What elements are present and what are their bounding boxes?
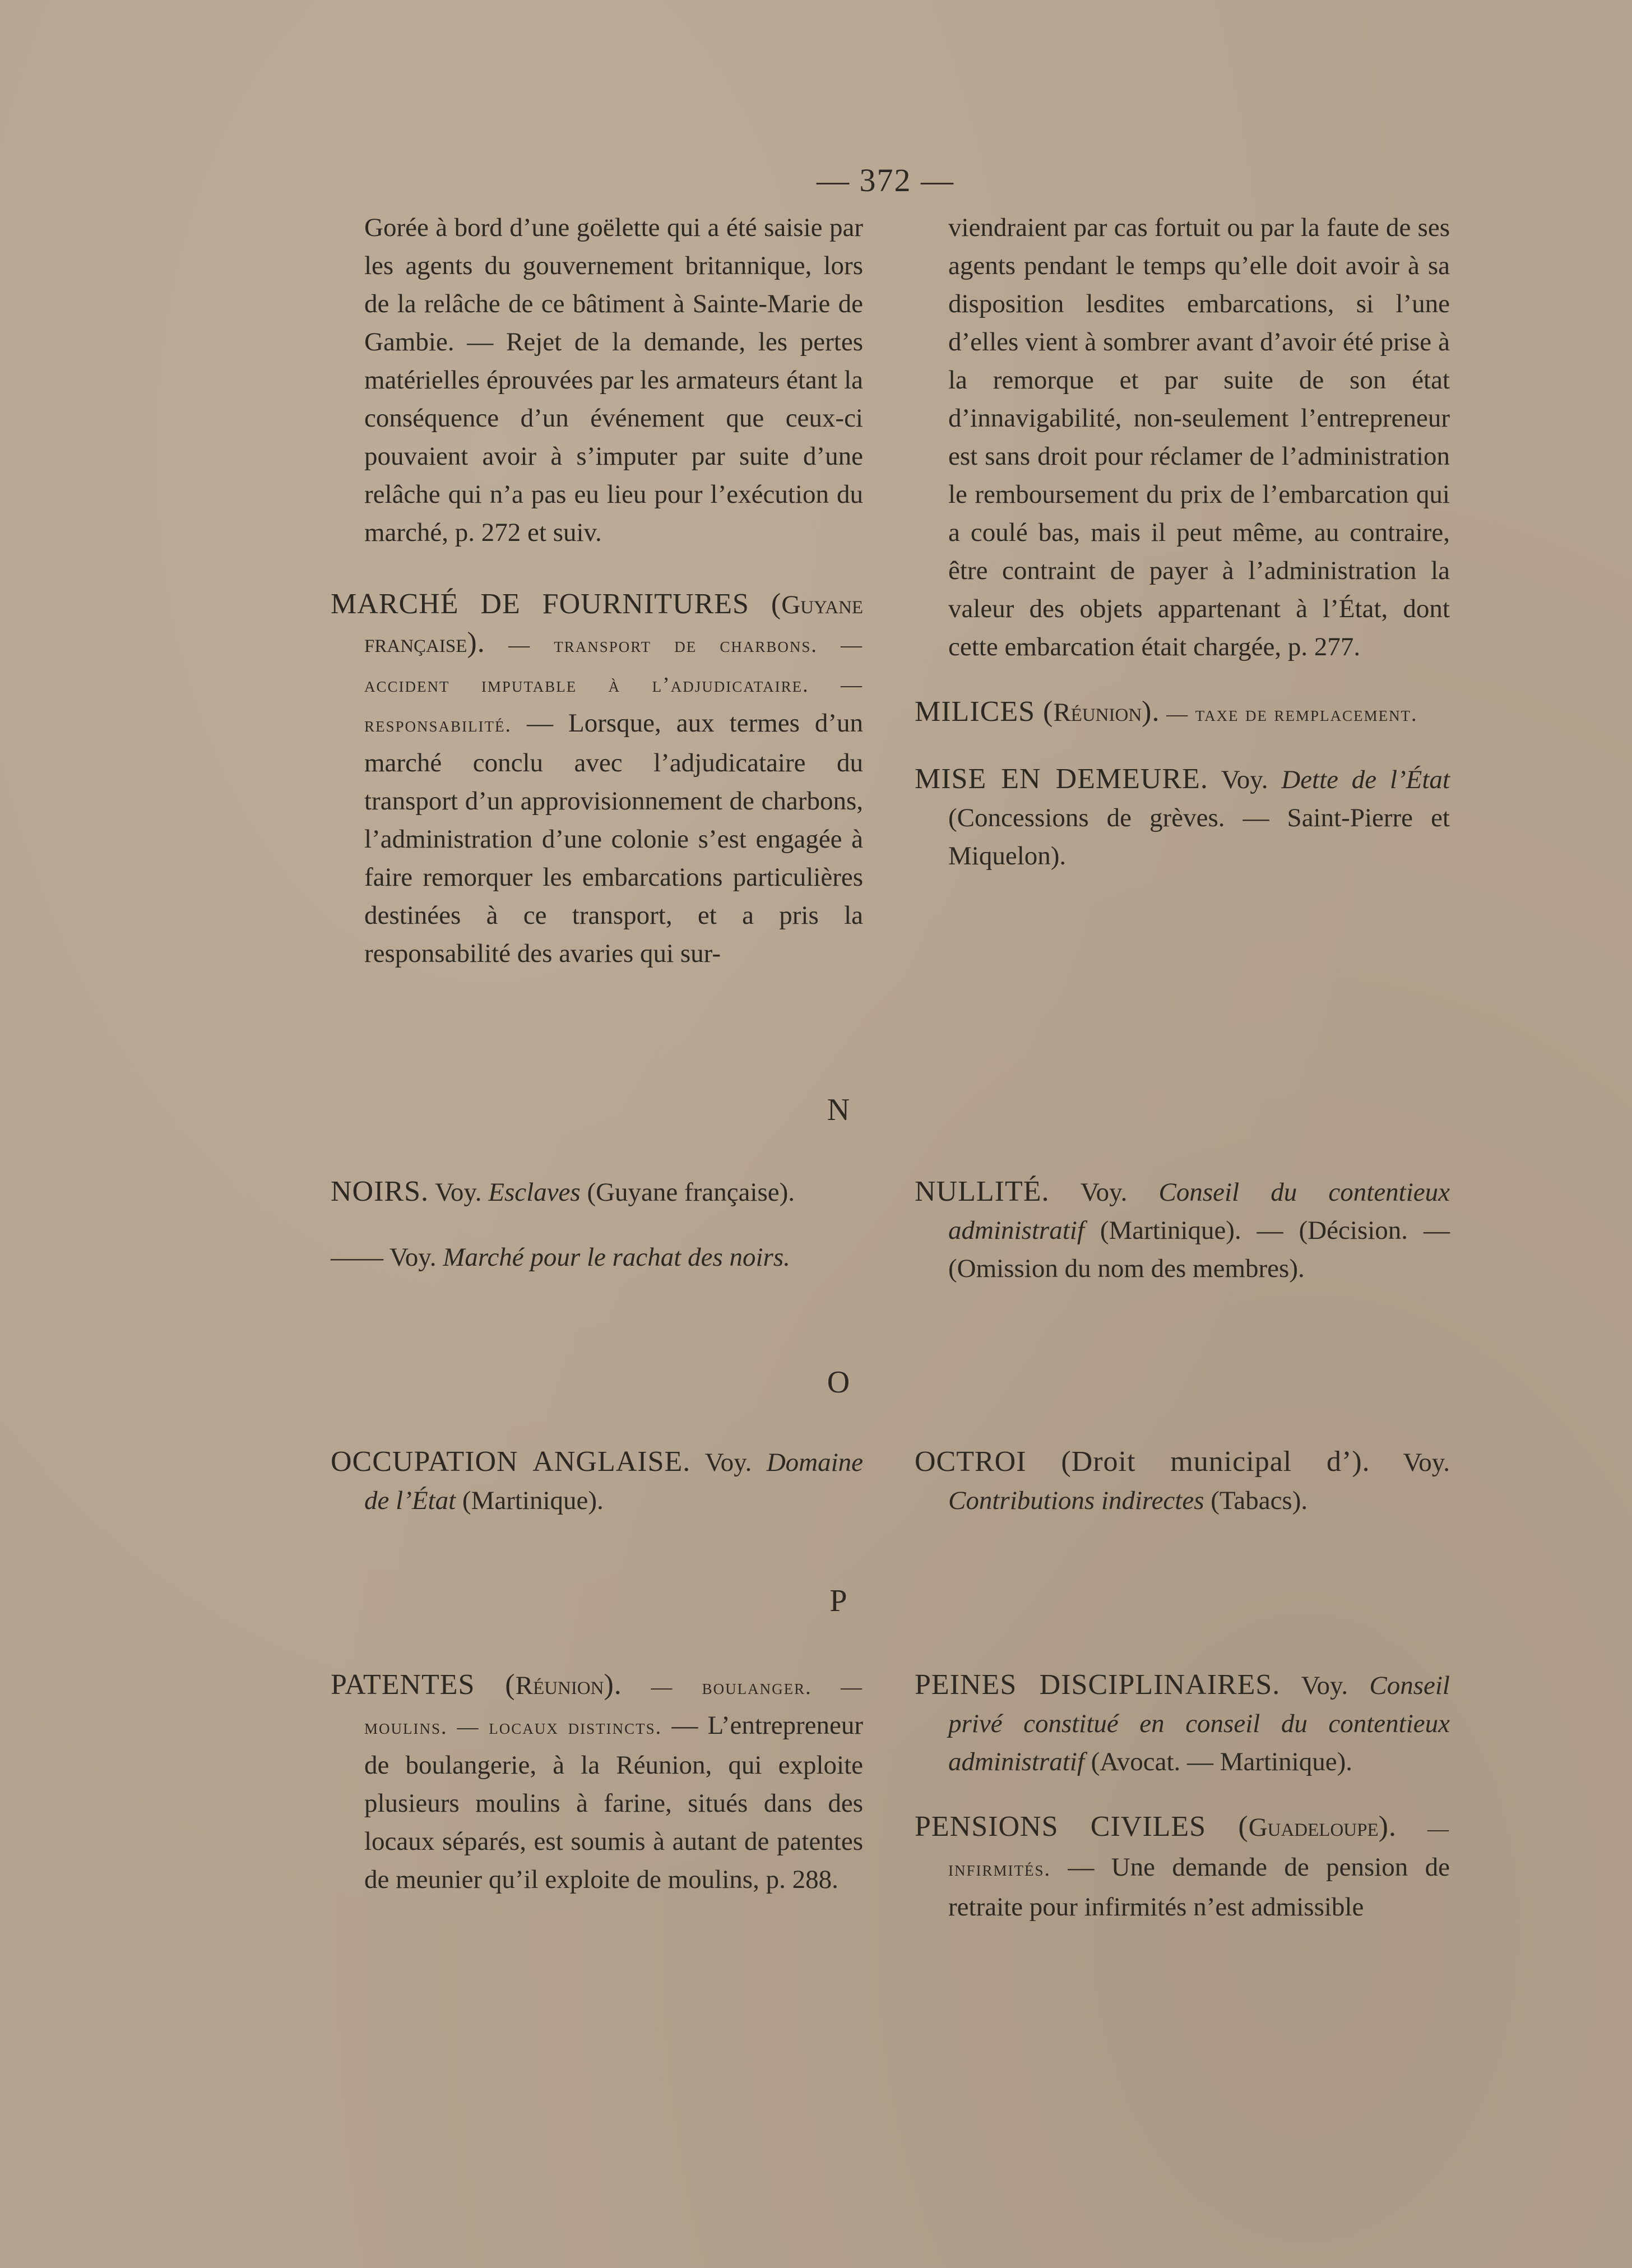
entry-text: (Martinique). — [462, 1486, 604, 1515]
entry-octroi — [915, 1443, 1450, 1520]
entry-headword-close: ). — [467, 627, 485, 659]
entry-place: Guyane française — [364, 590, 863, 658]
right-column-p — [915, 1666, 1450, 1926]
entry-place: Réunion — [515, 1671, 604, 1700]
section-letter-p: P — [829, 1584, 847, 1618]
entry-voy: Voy. — [1221, 765, 1268, 794]
entry-headword: NOIRS. — [331, 1175, 429, 1207]
entry-noirs-2 — [331, 1238, 863, 1276]
entry-place: Réunion — [1053, 698, 1142, 727]
entry-reference: Domaine de l’État — [364, 1448, 863, 1515]
left-column-o — [331, 1443, 863, 1520]
entry-reference: Marché pour le rachat des noirs. — [443, 1243, 790, 1272]
left-column-p — [331, 1666, 863, 1899]
entry-subheads: — transport de charbons. — accident imputable à l’adjudicataire. — responsabilité. — [364, 633, 864, 737]
entry-voy: Voy. — [1301, 1671, 1348, 1700]
entry-headword: NULLITÉ. — [915, 1175, 1050, 1207]
entry-text: — L’entrepreneur de boulangerie, à la Réunion, qui exploite plusieurs moulins à farine, situés dans des locaux séparés, est soumis à autant de patentes de meunier qu’il exploite de moulins, p. 288. — [364, 1711, 863, 1894]
right-column-n — [915, 1173, 1450, 1288]
entry-text: (Concessions de grèves. — Saint-Pierre et Miquelon). — [948, 803, 1450, 871]
page-number: — 372 — — [817, 162, 954, 198]
entry-headword: MILICES ( — [915, 696, 1054, 728]
left-column-top — [331, 209, 863, 973]
entry-dash: —— — [331, 1243, 383, 1272]
entry-patentes — [331, 1666, 863, 1899]
entry-text: (Tabacs). — [1211, 1486, 1308, 1515]
entry-headword: PATENTES ( — [331, 1669, 516, 1701]
entry-text: (Martinique). — (Décision. — (Omission du nom des membres). — [948, 1216, 1450, 1283]
entry-occupation-anglaise — [331, 1443, 863, 1520]
entry-headword: PENSIONS CIVILES ( — [915, 1811, 1249, 1843]
entry-reference: Conseil privé constitué en conseil du contentieux administratif — [948, 1671, 1450, 1776]
entry-headword: MARCHÉ DE FOURNITURES ( — [331, 588, 782, 620]
entry-continuation-marche: viendraient par cas fortuit ou par la faute de ses agents pendant le temps qu’elle doit avoir à sa disposition lesdites embarcations, si l’une d’elles vient à sombrer avant d’avoir été prise à la remorque et par suite de son état d’innavigabilité, non-seulement l’entrepreneur est sans droit pour réclamer de l’administration le remboursement du prix de l’embarcation qui a coulé bas, mais il peut même, au contraire, être contraint de payer à l’administration la valeur des objets appartenant à l’État, dont cette embarcation était chargée, p. 277. — [948, 213, 1450, 661]
entry-voy: Voy. — [1403, 1448, 1450, 1477]
entry-reference: Conseil du contentieux administratif — [948, 1178, 1450, 1245]
entry-headword: OCTROI (Droit municipal d’). — [915, 1446, 1370, 1478]
entry-peines-disciplinaires — [915, 1666, 1450, 1781]
entry-text: — Une demande de pension de retraite pour infirmités n’est admissible — [948, 1853, 1450, 1922]
entry-subheads: — taxe de remplacement. — [1166, 702, 1418, 726]
section-letter-n: N — [827, 1093, 850, 1127]
entry-headword-close: ). — [1142, 696, 1160, 728]
entry-headword: OCCUPATION ANGLAISE. — [331, 1446, 691, 1478]
entry-mise-en-demeure — [915, 760, 1450, 875]
entry-nullite — [915, 1173, 1450, 1288]
entry-headword-close: ). — [604, 1669, 622, 1701]
entry-text: (Avocat. — Martinique). — [1091, 1747, 1352, 1776]
entry-noirs — [331, 1173, 863, 1211]
entry-voy: Voy. — [1080, 1178, 1128, 1207]
entry-reference: Esclaves — [488, 1178, 581, 1207]
entry-milices — [915, 693, 1450, 733]
entry-marche-de-fournitures — [331, 585, 863, 973]
right-column-top — [915, 209, 1450, 875]
left-column-n — [331, 1173, 863, 1276]
entry-text: (Guyane française). — [587, 1178, 795, 1207]
entry-voy: Voy. — [434, 1178, 482, 1207]
entry-voy: Voy. — [389, 1243, 437, 1272]
entry-pensions-civiles — [915, 1808, 1450, 1926]
entry-continuation-goree: Gorée à bord d’une goëlette qui a été saisie par les agents du gouvernement britannique, lors de la relâche de ce bâtiment à Sainte-Marie de Gambie. — Rejet de la demande, les pertes matérielles éprouvées par les armateurs étant la conséquence d’un événement que ceux-ci pouvaient avoir à s’imputer par suite d’une relâche qui n’a pas eu lieu pour l’exécution du marché, p. 272 et suiv. — [364, 213, 863, 547]
entry-headword: MISE EN DEMEURE. — [915, 763, 1208, 795]
entry-reference: Dette de l’État — [1281, 765, 1450, 794]
entry-voy: Voy. — [704, 1448, 752, 1477]
entry-headword: PEINES DISCIPLINAIRES. — [915, 1669, 1281, 1701]
entry-place: Guadeloupe — [1248, 1813, 1379, 1842]
section-letter-o: O — [827, 1365, 850, 1400]
entry-subheads: — infirmités. — [948, 1817, 1450, 1881]
entry-headword-close: ). — [1378, 1811, 1397, 1843]
right-column-o — [915, 1443, 1450, 1520]
entry-reference: Contributions indirectes — [948, 1486, 1204, 1515]
entry-text: — Lorsque, aux termes d’un marché conclu avec l’adjudicataire du transport d’un approvisionnement de charbons, l’administration d’une colonie s’est engagée à faire remorquer les embarcations particulières destinées à ce transport, et a pris la responsabilité des avaries qui sur- — [364, 709, 863, 968]
entry-subheads: — boulanger. — moulins. — locaux distincts. — [364, 1675, 863, 1739]
